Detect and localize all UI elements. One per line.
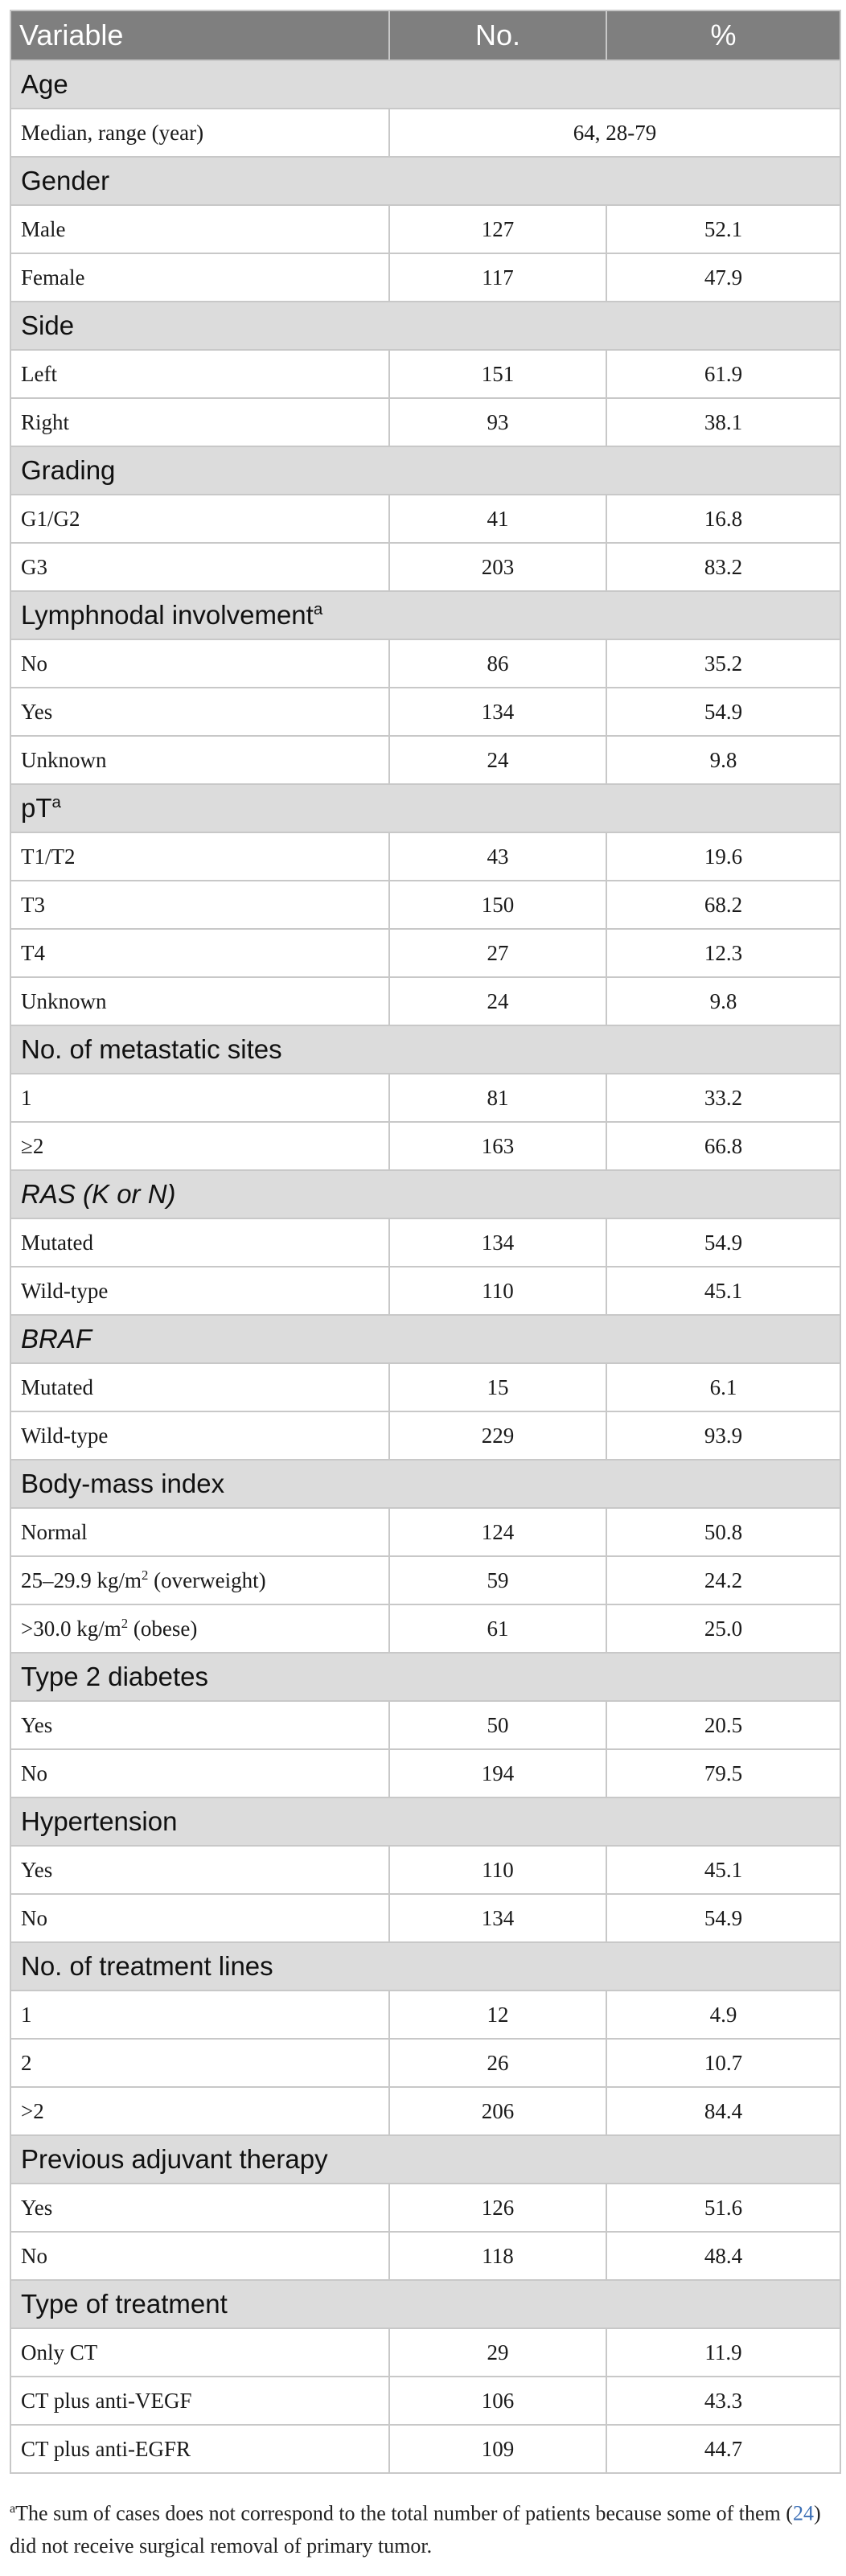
table-row [10, 2425, 840, 2473]
section-header-row [10, 1653, 840, 1701]
row-label-cell [10, 736, 389, 784]
row-label-cell [10, 1701, 389, 1749]
row-number-value: 24 [389, 736, 606, 784]
header-percent: % [606, 10, 840, 60]
table-row [10, 109, 840, 157]
row-number-value: 127 [389, 205, 606, 253]
table-row [10, 1363, 840, 1411]
table-body [10, 60, 840, 2473]
row-percent-value: 54.9 [606, 1894, 840, 1942]
row-label-cell [10, 1894, 389, 1942]
row-label-cell [10, 2039, 389, 2087]
row-percent-value: 51.6 [606, 2184, 840, 2232]
row-percent-value: 4.9 [606, 1991, 840, 2039]
section-title [10, 1797, 840, 1846]
row-number-value: 50 [389, 1701, 606, 1749]
table-row [10, 929, 840, 977]
section-header-row [10, 2280, 840, 2328]
row-label-cell [10, 543, 389, 591]
section-title-text: No. of metastatic sites [21, 1034, 282, 1064]
row-percent-value: 16.8 [606, 495, 840, 543]
row-label: Yes [21, 1712, 53, 1737]
row-number-value: 12 [389, 1991, 606, 2039]
row-label-cell [10, 205, 389, 253]
section-header-row [10, 784, 840, 832]
row-number-value: 41 [389, 495, 606, 543]
row-number-value: 15 [389, 1363, 606, 1411]
row-merged-value: 64, 28-79 [389, 109, 840, 157]
row-label: Left [21, 361, 57, 386]
row-label-cell [10, 2232, 389, 2280]
row-percent-value: 9.8 [606, 736, 840, 784]
row-percent-value: 24.2 [606, 1556, 840, 1604]
row-label-cell [10, 2425, 389, 2473]
section-title [10, 1653, 840, 1701]
section-title [10, 157, 840, 205]
row-label: >30.0 kg/m [21, 1617, 121, 1641]
row-number-value: 109 [389, 2425, 606, 2473]
row-label: Yes [21, 2195, 53, 2220]
row-label: CT plus anti-VEGF [21, 2388, 192, 2413]
row-number-value: 86 [389, 639, 606, 688]
section-title-text: Hypertension [21, 1806, 178, 1836]
section-header-row [10, 2135, 840, 2184]
section-header-row [10, 1025, 840, 1074]
row-label: 2 [21, 2050, 32, 2075]
table-row [10, 1894, 840, 1942]
section-header-row [10, 446, 840, 495]
section-title-text: Type 2 diabetes [21, 1662, 208, 1691]
table-row [10, 2377, 840, 2425]
row-label-cell [10, 881, 389, 929]
row-label-superscript: 2 [142, 1567, 149, 1583]
row-number-value: 150 [389, 881, 606, 929]
row-percent-value: 84.4 [606, 2087, 840, 2135]
row-label-cell [10, 639, 389, 688]
table-row [10, 205, 840, 253]
section-header-row [10, 1460, 840, 1508]
row-number-value: 134 [389, 1894, 606, 1942]
section-title [10, 1942, 840, 1991]
table-row [10, 688, 840, 736]
row-percent-value: 68.2 [606, 881, 840, 929]
section-footnote-marker: a [51, 793, 61, 811]
row-number-value: 203 [389, 543, 606, 591]
row-label-cell [10, 832, 389, 881]
table-row [10, 2232, 840, 2280]
row-number-value: 59 [389, 1556, 606, 1604]
row-label-cell [10, 1749, 389, 1797]
row-percent-value: 11.9 [606, 2328, 840, 2377]
row-number-value: 110 [389, 1267, 606, 1315]
section-title [10, 1170, 840, 1218]
row-number-value: 93 [389, 398, 606, 446]
row-number-value: 151 [389, 350, 606, 398]
footnote-reference-link[interactable]: 24 [792, 2501, 814, 2525]
footnote [10, 2493, 830, 2562]
row-number-value: 24 [389, 977, 606, 1025]
row-label-cell [10, 977, 389, 1025]
table-row [10, 1218, 840, 1267]
section-title-text: pT [21, 793, 52, 823]
row-label-cell [10, 1074, 389, 1122]
row-label-cell [10, 253, 389, 302]
table-row [10, 543, 840, 591]
section-title-text: BRAF [21, 1324, 92, 1354]
footnote-text-before: The sum of cases does not correspond to the total number of patients because some of them ( [15, 2501, 793, 2525]
table-row [10, 1411, 840, 1460]
table-row [10, 1267, 840, 1315]
row-percent-value: 19.6 [606, 832, 840, 881]
row-label-suffix: (overweight) [148, 1568, 266, 1592]
section-title [10, 60, 840, 109]
row-label-cell [10, 1556, 389, 1604]
row-percent-value: 93.9 [606, 1411, 840, 1460]
footnote-marker: a [10, 2502, 16, 2516]
row-label-cell [10, 495, 389, 543]
row-number-value: 229 [389, 1411, 606, 1460]
table-row [10, 1749, 840, 1797]
row-label-cell [10, 688, 389, 736]
section-title [10, 302, 840, 350]
header-variable: Variable [10, 10, 389, 60]
table-row [10, 1122, 840, 1170]
row-label: T1/T2 [21, 844, 76, 869]
row-label: Wild-type [21, 1423, 109, 1448]
row-label-cell [10, 1991, 389, 2039]
row-label-cell [10, 2184, 389, 2232]
row-label-suffix: (obese) [128, 1617, 198, 1641]
row-label-cell [10, 1411, 389, 1460]
table-row [10, 736, 840, 784]
row-label: No [21, 651, 47, 676]
row-number-value: 124 [389, 1508, 606, 1556]
section-title [10, 2280, 840, 2328]
section-title [10, 1315, 840, 1363]
row-number-value: 27 [389, 929, 606, 977]
row-label-cell [10, 109, 389, 157]
table-row [10, 2328, 840, 2377]
row-number-value: 61 [389, 1604, 606, 1653]
row-label-cell [10, 398, 389, 446]
row-label: ≥2 [21, 1133, 44, 1158]
section-title [10, 1460, 840, 1508]
row-label: No [21, 2243, 47, 2268]
row-label-cell [10, 929, 389, 977]
footnote-text-after: ) did not receive surgical removal of primary tumor. [10, 2501, 821, 2558]
row-percent-value: 50.8 [606, 1508, 840, 1556]
table-row [10, 253, 840, 302]
row-percent-value: 47.9 [606, 253, 840, 302]
row-label-cell [10, 2328, 389, 2377]
row-label-cell [10, 2377, 389, 2425]
row-number-value: 29 [389, 2328, 606, 2377]
table-row [10, 832, 840, 881]
row-percent-value: 12.3 [606, 929, 840, 977]
row-label: CT plus anti-EGFR [21, 2436, 191, 2461]
table-row [10, 1846, 840, 1894]
section-title [10, 591, 840, 639]
row-label-cell [10, 1218, 389, 1267]
row-percent-value: 35.2 [606, 639, 840, 688]
row-percent-value: 6.1 [606, 1363, 840, 1411]
table-row [10, 398, 840, 446]
row-number-value: 26 [389, 2039, 606, 2087]
row-number-value: 43 [389, 832, 606, 881]
table-row [10, 1556, 840, 1604]
row-number-value: 163 [389, 1122, 606, 1170]
section-footnote-marker: a [313, 600, 323, 618]
row-percent-value: 33.2 [606, 1074, 840, 1122]
row-number-value: 194 [389, 1749, 606, 1797]
row-label: Male [21, 216, 66, 241]
row-label-cell [10, 1508, 389, 1556]
section-title [10, 784, 840, 832]
row-label: Median, range (year) [21, 120, 204, 145]
section-header-row [10, 157, 840, 205]
row-percent-value: 45.1 [606, 1846, 840, 1894]
row-percent-value: 54.9 [606, 1218, 840, 1267]
table-row [10, 881, 840, 929]
row-label-cell [10, 1604, 389, 1653]
section-title-text: No. of treatment lines [21, 1951, 273, 1981]
row-label: Right [21, 409, 70, 434]
header-number: No. [389, 10, 606, 60]
row-percent-value: 20.5 [606, 1701, 840, 1749]
row-percent-value: 54.9 [606, 688, 840, 736]
table-row [10, 1604, 840, 1653]
row-percent-value: 45.1 [606, 1267, 840, 1315]
row-label: No [21, 1905, 47, 1930]
row-percent-value: 79.5 [606, 1749, 840, 1797]
row-number-value: 81 [389, 1074, 606, 1122]
row-label: T4 [21, 940, 45, 965]
row-label: 1 [21, 2002, 32, 2027]
section-title-text: Body-mass index [21, 1469, 225, 1498]
row-number-value: 118 [389, 2232, 606, 2280]
table-header-row [10, 10, 840, 60]
row-label: T3 [21, 892, 45, 917]
row-label: Normal [21, 1519, 88, 1544]
row-label: 1 [21, 1085, 32, 1110]
section-title-text: Grading [21, 455, 116, 485]
row-percent-value: 61.9 [606, 350, 840, 398]
row-percent-value: 83.2 [606, 543, 840, 591]
row-number-value: 134 [389, 688, 606, 736]
section-title [10, 1025, 840, 1074]
row-label-cell [10, 1363, 389, 1411]
row-label: No [21, 1760, 47, 1785]
row-label: Wild-type [21, 1278, 109, 1303]
section-header-row [10, 1942, 840, 1991]
section-header-row [10, 591, 840, 639]
row-percent-value: 10.7 [606, 2039, 840, 2087]
section-header-row [10, 1170, 840, 1218]
row-number-value: 106 [389, 2377, 606, 2425]
row-label: G3 [21, 554, 47, 579]
row-label: Mutated [21, 1230, 93, 1255]
row-number-value: 117 [389, 253, 606, 302]
row-number-value: 126 [389, 2184, 606, 2232]
table-row [10, 1508, 840, 1556]
row-label-superscript: 2 [121, 1616, 129, 1631]
table-row [10, 1991, 840, 2039]
section-title-text: Age [21, 69, 68, 99]
row-label: 25–29.9 kg/m [21, 1568, 142, 1592]
section-title-text: Side [21, 310, 75, 340]
row-percent-value: 43.3 [606, 2377, 840, 2425]
table-container [10, 10, 840, 2562]
row-label: >2 [21, 2098, 44, 2123]
section-title-text: Type of treatment [21, 2289, 228, 2319]
table-row [10, 1701, 840, 1749]
row-percent-value: 52.1 [606, 205, 840, 253]
row-number-value: 110 [389, 1846, 606, 1894]
row-percent-value: 9.8 [606, 977, 840, 1025]
row-label-cell [10, 2087, 389, 2135]
table-row [10, 2039, 840, 2087]
table-row [10, 1074, 840, 1122]
table-row [10, 495, 840, 543]
section-title-text: Gender [21, 166, 110, 195]
row-percent-value: 25.0 [606, 1604, 840, 1653]
row-label-cell [10, 1846, 389, 1894]
row-label-cell [10, 1267, 389, 1315]
row-percent-value: 48.4 [606, 2232, 840, 2280]
row-label: Yes [21, 699, 53, 724]
row-number-value: 134 [389, 1218, 606, 1267]
section-header-row [10, 302, 840, 350]
row-label-cell [10, 350, 389, 398]
row-percent-value: 66.8 [606, 1122, 840, 1170]
section-title-text: Previous adjuvant therapy [21, 2144, 328, 2174]
row-label: Yes [21, 1857, 53, 1882]
section-title [10, 2135, 840, 2184]
table-row [10, 2087, 840, 2135]
row-number-value: 206 [389, 2087, 606, 2135]
section-header-row [10, 1315, 840, 1363]
table-row [10, 350, 840, 398]
row-label-cell [10, 1122, 389, 1170]
section-title-text: Lymphnodal involvement [21, 600, 314, 630]
row-label: G1/G2 [21, 506, 80, 531]
row-label: Only CT [21, 2340, 98, 2364]
section-title-text: RAS (K or N) [21, 1179, 176, 1209]
table-row [10, 977, 840, 1025]
section-header-row [10, 60, 840, 109]
row-label: Mutated [21, 1374, 93, 1399]
table-row [10, 2184, 840, 2232]
row-label: Female [21, 265, 85, 290]
section-header-row [10, 1797, 840, 1846]
row-label: Unknown [21, 747, 107, 772]
patient-characteristics-table [10, 10, 841, 2474]
section-title [10, 446, 840, 495]
table-row [10, 639, 840, 688]
row-percent-value: 38.1 [606, 398, 840, 446]
row-percent-value: 44.7 [606, 2425, 840, 2473]
row-label: Unknown [21, 988, 107, 1013]
